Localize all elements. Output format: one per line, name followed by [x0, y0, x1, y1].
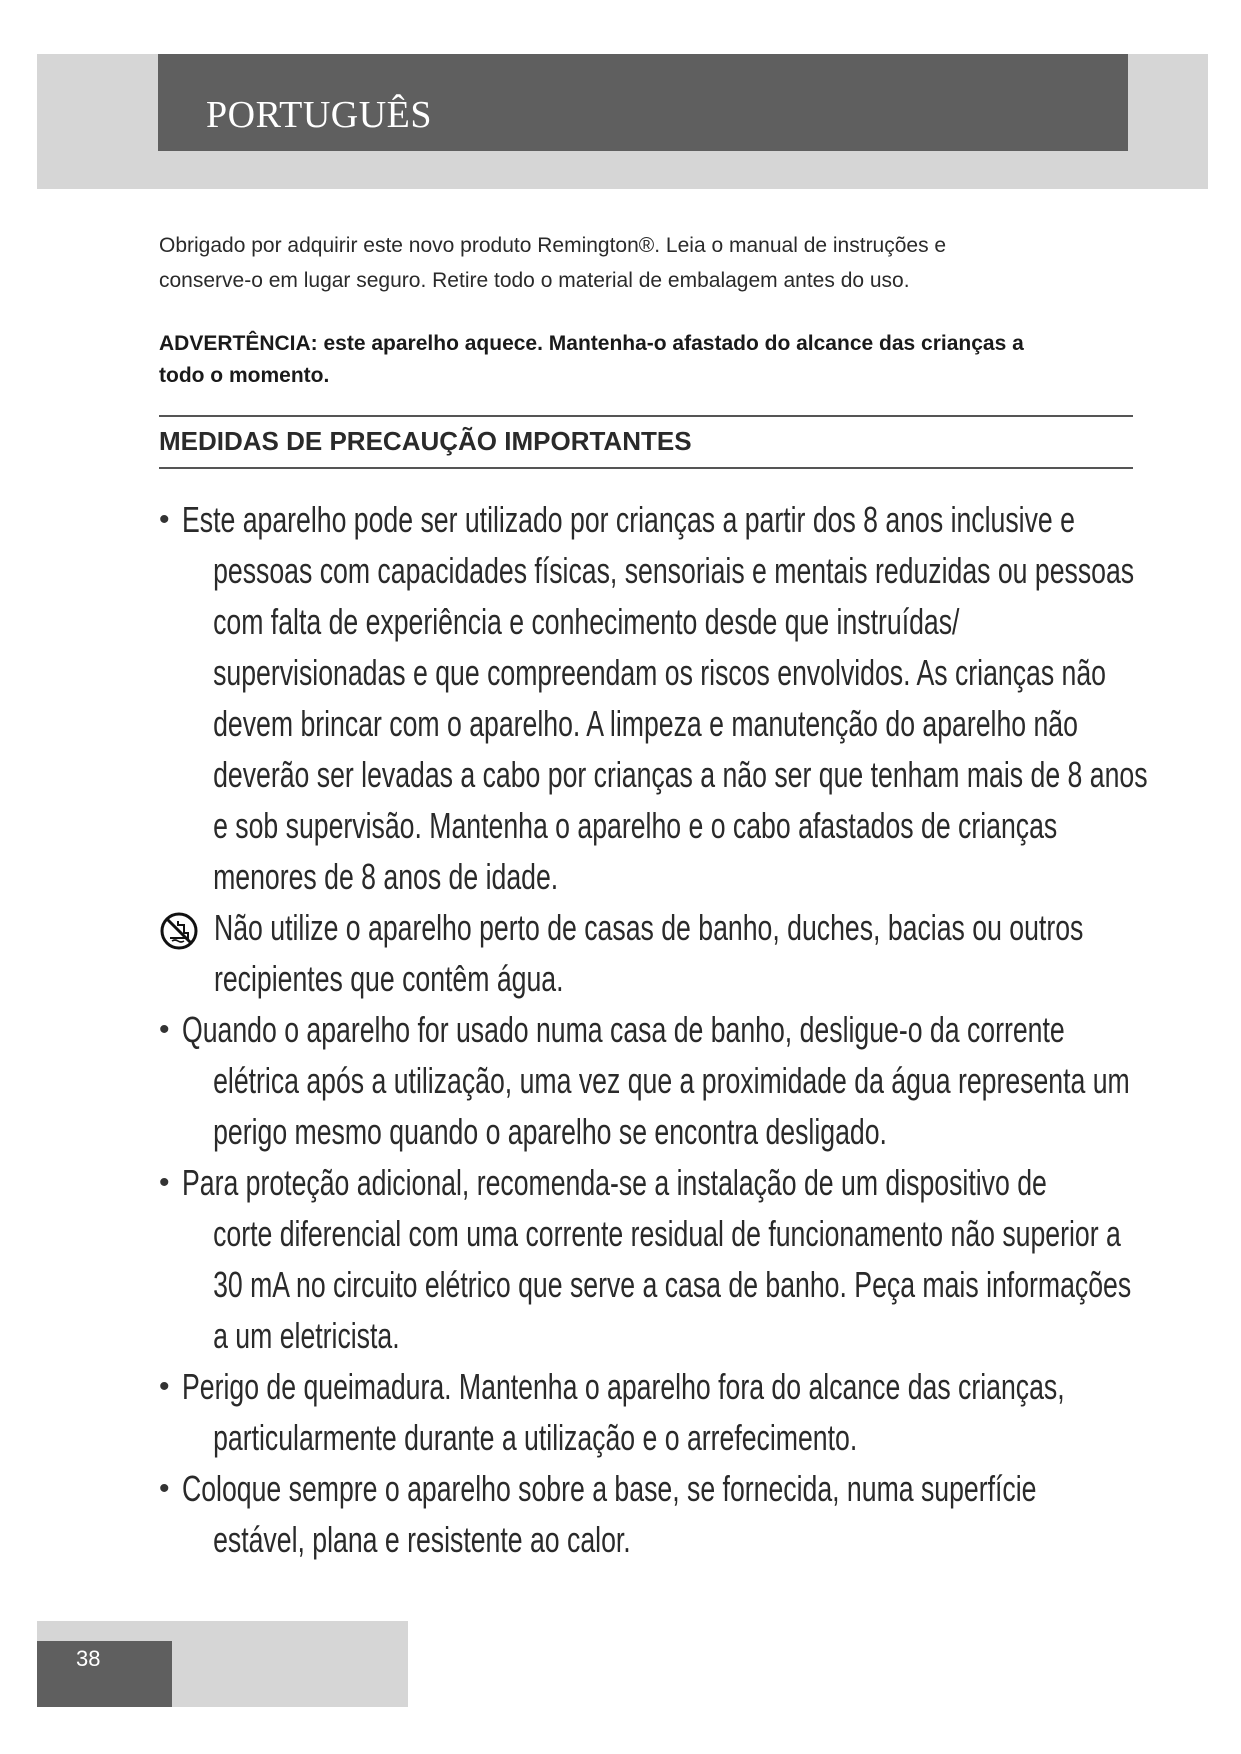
list-item-line: elétrica após a utilização, uma vez que a proximidade da água representa um	[213, 1060, 1130, 1101]
section-divider-top	[159, 415, 1133, 417]
list-item-line: particularmente durante a utilização e o arrefecimento.	[213, 1417, 858, 1458]
list-item-line: Coloque sempre o aparelho sobre a base, se fornecida, numa superfície	[182, 1468, 1037, 1509]
warning-paragraph	[159, 328, 1139, 392]
language-title: PORTUGUÊS	[206, 94, 433, 136]
list-item-text	[182, 494, 1148, 902]
bullet-icon: •	[159, 1472, 170, 1505]
list-item-line: deverão ser levadas a cabo por crianças a não ser que tenham mais de 8 anos	[213, 754, 1148, 795]
list-item-line: com falta de experiência e conhecimento desde que instruídas/	[213, 601, 960, 642]
list-item-line: pessoas com capacidades físicas, sensoriais e mentais reduzidas ou pessoas	[213, 550, 1135, 591]
list-item-line: recipientes que contêm água.	[214, 958, 564, 999]
warning-line: ADVERTÊNCIA: este aparelho aquece. Mantenha-o afastado do alcance das crianças a	[159, 332, 1024, 355]
list-item-text	[182, 1004, 1130, 1157]
bullet-icon: •	[159, 1370, 170, 1403]
bullet-icon: •	[159, 1166, 170, 1199]
list-item-text	[214, 902, 1084, 1004]
list-item-text	[182, 1361, 1065, 1463]
bullet-icon: •	[159, 503, 170, 536]
bullet-icon: •	[159, 1013, 170, 1046]
page-number: 38	[76, 1646, 101, 1671]
list-item-text	[182, 1463, 1037, 1565]
intro-paragraph	[159, 228, 1139, 298]
list-item-line: e sob supervisão. Mantenha o aparelho e o cabo afastados de crianças	[213, 805, 1058, 846]
list-item-line: supervisionadas e que compreendam os riscos envolvidos. As crianças não	[213, 652, 1107, 693]
list-item-line: a um eletricista.	[213, 1315, 400, 1356]
footer-page-tab	[37, 1641, 172, 1707]
list-item-line: menores de 8 anos de idade.	[213, 856, 559, 897]
section-divider-bottom	[159, 467, 1133, 469]
list-item-text	[182, 1157, 1132, 1361]
list-item-line: devem brincar com o aparelho. A limpeza e manutenção do aparelho não	[213, 703, 1078, 744]
section-title: MEDIDAS DE PRECAUÇÃO IMPORTANTES	[159, 426, 692, 456]
intro-line: conserve-o em lugar seguro. Retire todo o material de embalagem antes do uso.	[159, 269, 910, 292]
list-item-line: Não utilize o aparelho perto de casas de banho, duches, bacias ou outros	[214, 907, 1084, 948]
list-item-line: Perigo de queimadura. Mantenha o aparelho fora do alcance das crianças,	[182, 1366, 1065, 1407]
warning-line: todo o momento.	[159, 364, 330, 387]
list-item-line: Para proteção adicional, recomenda-se a instalação de um dispositivo de	[182, 1162, 1047, 1203]
list-item-line: corte diferencial com uma corrente residual de funcionamento não superior a	[213, 1213, 1121, 1254]
intro-line: Obrigado por adquirir este novo produto Remington®. Leia o manual de instruções e	[159, 234, 947, 257]
list-item-line: estável, plana e resistente ao calor.	[213, 1519, 631, 1560]
no-water-icon	[159, 911, 199, 951]
list-item-line: perigo mesmo quando o aparelho se encontra desligado.	[213, 1111, 887, 1152]
list-item-line: Quando o aparelho for usado numa casa de banho, desligue-o da corrente	[182, 1009, 1065, 1050]
list-item-line: Este aparelho pode ser utilizado por crianças a partir dos 8 anos inclusive e	[182, 499, 1075, 540]
list-item-line: 30 mA no circuito elétrico que serve a casa de banho. Peça mais informações	[213, 1264, 1132, 1305]
